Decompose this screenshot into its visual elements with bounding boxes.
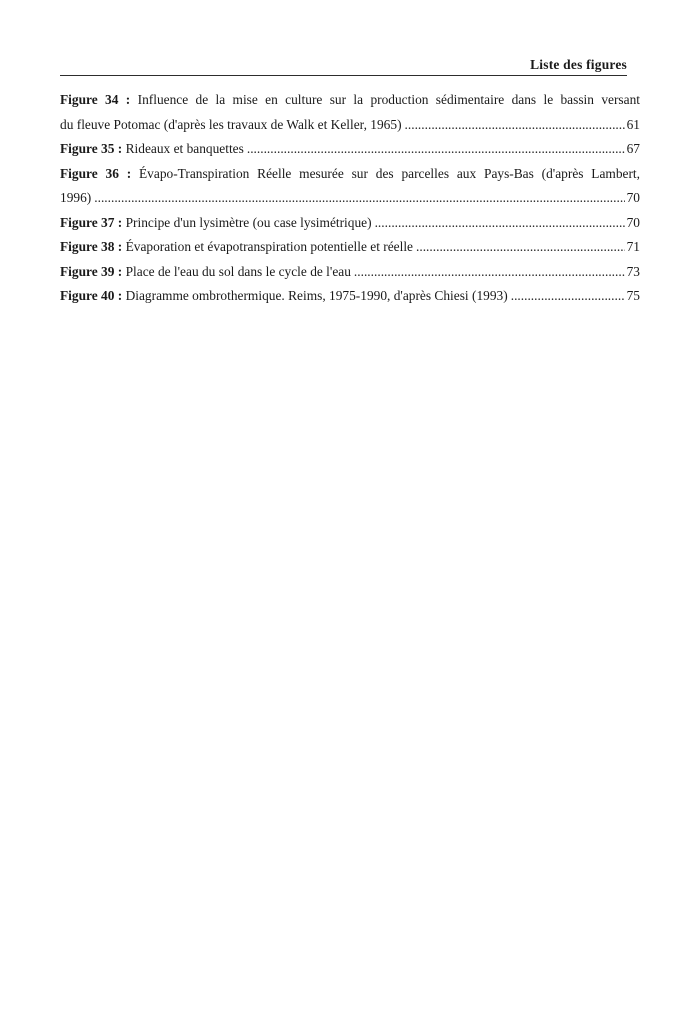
page-header (60, 57, 627, 76)
dot-leader (372, 211, 625, 236)
entry-text: Évapo-Transpiration Réelle mesurée sur des parcelles aux Pays-Bas (d'après Lambert, (139, 165, 640, 181)
entry-text-wrap (60, 186, 91, 211)
toc-entry-lastline (60, 260, 640, 285)
page-number: 61 (626, 116, 640, 132)
page-number: 67 (626, 141, 640, 156)
dot-leader (402, 113, 625, 138)
entry-text: Influence de la mise en culture sur la production sédimentaire dans le bassin versant (137, 92, 640, 107)
entry-text-wrap (60, 113, 402, 138)
toc-entry (60, 88, 640, 137)
toc-entry (60, 211, 640, 236)
figure-label: Figure 37 : (60, 214, 123, 230)
toc-entry (60, 260, 640, 285)
entry-text: 1996) (60, 190, 92, 205)
entry-text: du fleuve Potomac (d'après les travaux de Walk et Keller, 1965) (60, 116, 402, 132)
dot-leader (508, 284, 625, 309)
dot-leader (351, 260, 625, 285)
entry-text-wrap (60, 260, 351, 285)
toc-entry-line (60, 162, 640, 187)
entry-text: Rideaux et banquettes (125, 141, 244, 156)
toc-entry-lastline (60, 284, 640, 309)
entry-text: Diagramme ombrothermique. Reims, 1975-1990, d'après Chiesi (1993) (125, 288, 508, 303)
entry-text-wrap (60, 284, 508, 309)
toc-entry-lastline (60, 211, 640, 236)
page-number: 70 (626, 190, 640, 205)
figure-label: Figure 39 : (60, 263, 123, 279)
page-number: 73 (626, 263, 640, 279)
figure-label: Figure 38 : (60, 239, 123, 254)
dot-leader (413, 235, 625, 260)
page-title: Liste des figures (530, 57, 627, 72)
entry-text: Place de l'eau du sol dans le cycle de l'eau (125, 263, 351, 279)
toc-entry (60, 284, 640, 309)
entry-text-wrap (60, 211, 372, 236)
figure-label: Figure 36 : (60, 165, 132, 181)
figure-label: Figure 35 : (60, 141, 123, 156)
figure-label: Figure 34 : (60, 92, 131, 107)
dot-leader (244, 137, 625, 162)
toc-entry (60, 162, 640, 211)
toc-entry-lastline (60, 137, 640, 162)
toc-entry-lastline (60, 113, 640, 138)
toc-entry-line (60, 88, 640, 113)
dot-leader (91, 186, 624, 211)
page-number: 70 (626, 214, 640, 230)
page-number: 75 (626, 288, 640, 303)
toc-entry-lastline (60, 235, 640, 260)
toc-entry-lastline (60, 186, 640, 211)
page-number: 71 (626, 239, 640, 254)
entry-text-wrap (60, 235, 413, 260)
figure-label: Figure 40 : (60, 288, 123, 303)
entry-text: Évaporation et évapotranspiration potentielle et réelle (125, 239, 414, 254)
toc-entry (60, 137, 640, 162)
entry-text: Principe d'un lysimètre (ou case lysimétrique) (125, 214, 372, 230)
toc-entry (60, 235, 640, 260)
entry-text-wrap (60, 137, 244, 162)
figure-list (60, 88, 640, 309)
